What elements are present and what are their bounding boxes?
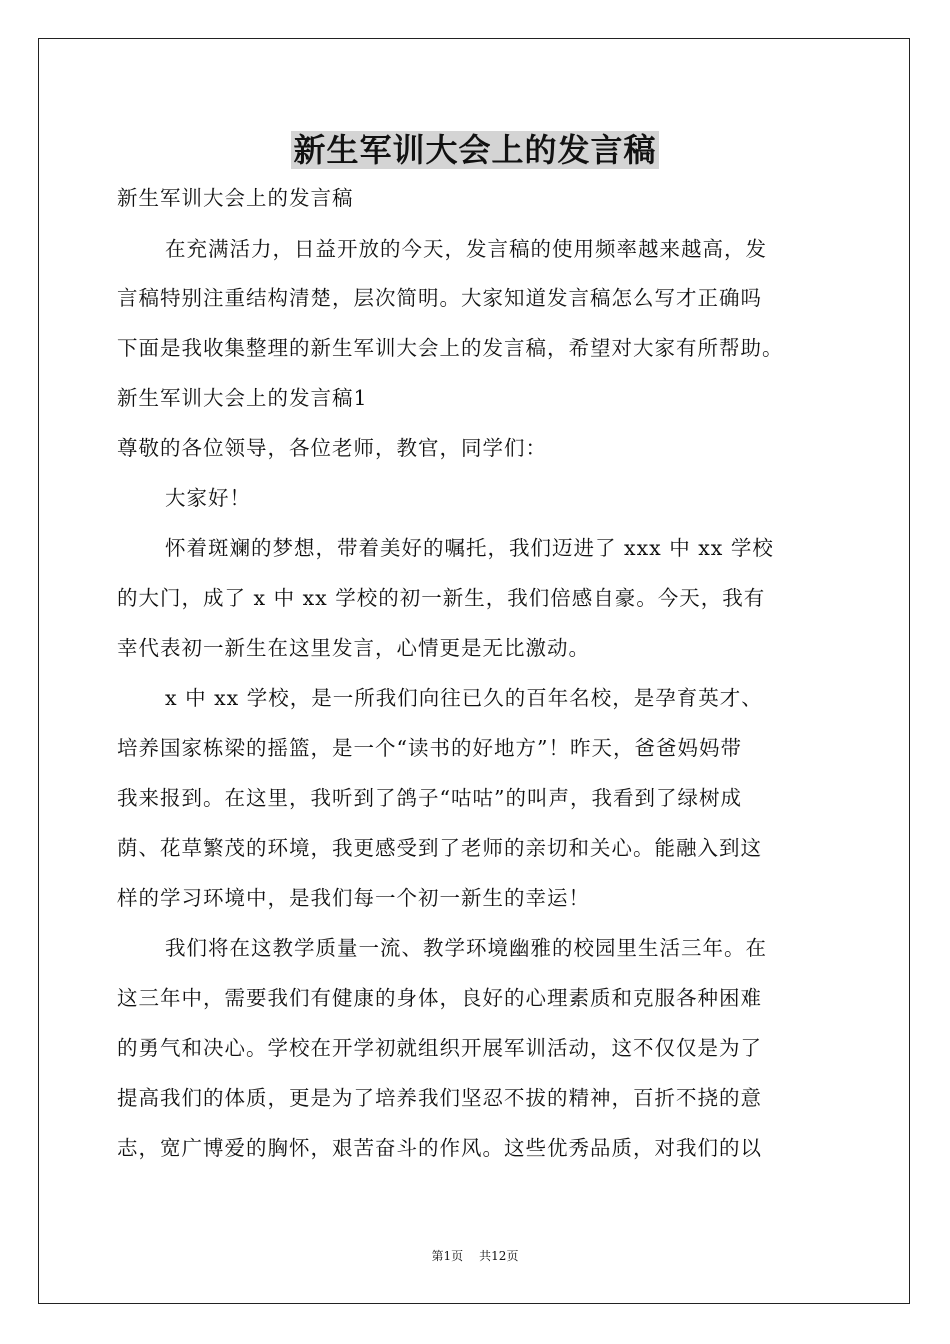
- paragraph-line: 新生军训大会上的发言稿: [117, 186, 354, 210]
- page-footer: [0, 1248, 950, 1264]
- paragraph-line: 培养国家栋梁的摇篮，是一个“读书的好地方”！昨天，爸爸妈妈带: [117, 736, 742, 760]
- paragraph-line: 样的学习环境中，是我们每一个初一新生的幸运！: [117, 886, 590, 910]
- paragraph-line: 荫、花草繁茂的环境，我更感受到了老师的亲切和关心。能融入到这: [117, 836, 762, 860]
- paragraph-line: 提高我们的体质，更是为了培养我们坚忍不拔的精神，百折不挠的意: [117, 1086, 762, 1110]
- paragraph-line: 下面是我收集整理的新生军训大会上的发言稿，希望对大家有所帮助。: [117, 336, 784, 360]
- page-border: [38, 38, 910, 1304]
- page-number-current: 第1页: [431, 1249, 464, 1263]
- paragraph-line: 志，宽广博爱的胸怀，艰苦奋斗的作风。这些优秀品质，对我们的以: [117, 1136, 762, 1160]
- paragraph-line: 我们将在这教学质量一流、教学环境幽雅的校园里生活三年。在: [165, 936, 767, 960]
- paragraph-line: 的大门，成了 x 中 xx 学校的初一新生，我们倍感自豪。今天，我有: [117, 586, 766, 610]
- document-title: [0, 128, 950, 172]
- paragraph-line: 尊敬的各位领导，各位老师，教官，同学们：: [117, 436, 547, 460]
- paragraph-line: 言稿特别注重结构清楚，层次简明。大家知道发言稿怎么写才正确吗: [117, 286, 762, 310]
- page-number-total: 共12页: [479, 1249, 519, 1263]
- paragraph-line: 在充满活力，日益开放的今天，发言稿的使用频率越来越高，发: [165, 237, 767, 261]
- paragraph-line: 这三年中，需要我们有健康的身体，良好的心理素质和克服各种困难: [117, 986, 762, 1010]
- document-title-text: 新生军训大会上的发言稿: [293, 131, 657, 169]
- paragraph-line: 怀着斑斓的梦想，带着美好的嘱托，我们迈进了 xxx 中 xx 学校: [165, 536, 774, 560]
- paragraph-line: 的勇气和决心。学校在开学初就组织开展军训活动，这不仅仅是为了: [117, 1036, 762, 1060]
- paragraph-line: x 中 xx 学校，是一所我们向往已久的百年名校，是孕育英才、: [165, 686, 763, 710]
- paragraph-line: 大家好！: [165, 486, 251, 510]
- paragraph-line: 我来报到。在这里，我听到了鸽子“咕咕”的叫声，我看到了绿树成: [117, 786, 742, 810]
- section-heading: 新生军训大会上的发言稿1: [117, 386, 368, 410]
- paragraph-line: 幸代表初一新生在这里发言，心情更是无比激动。: [117, 636, 590, 660]
